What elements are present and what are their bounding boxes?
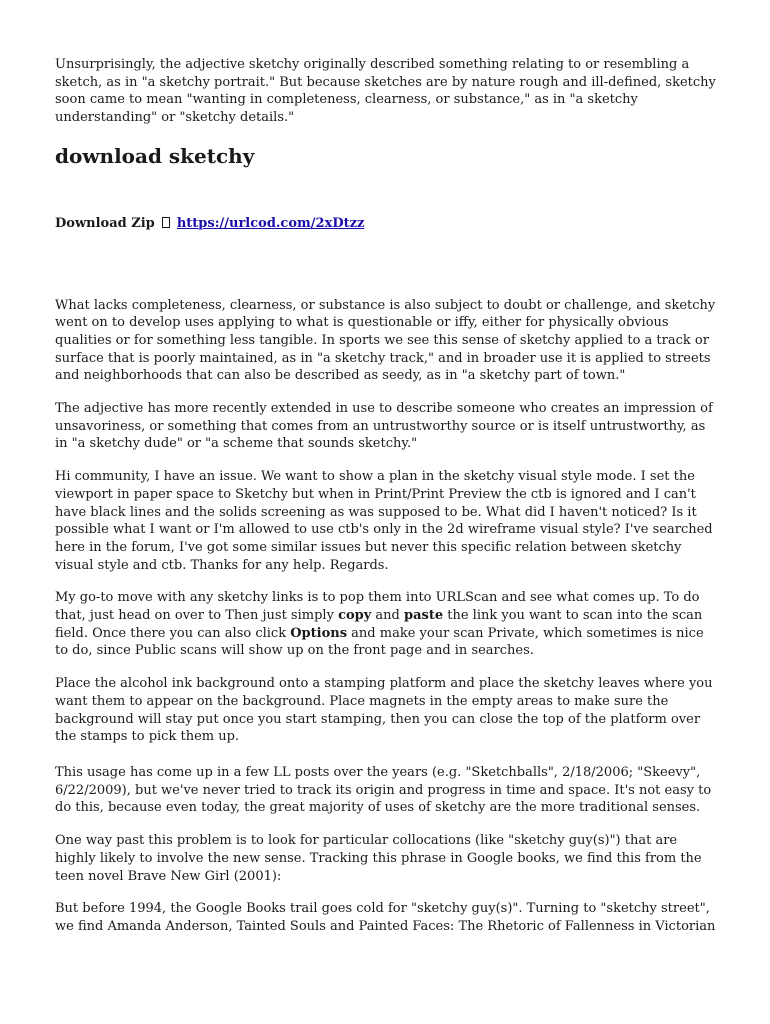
download-label: Download Zip [55, 215, 155, 231]
paragraph-4-text-3: the link you want to scan into the scan field. Once there you can also click [55, 608, 703, 641]
paragraph-4-text-4: and make your scan Private, which sometimes is nice to do, since Public scans will show up on the front page and in searches. [55, 625, 704, 659]
paragraph-4-text-1: My go-to move with any sketchy links is to pop them into URLScan and see what comes up. To do that, just head on over to Then just simply [55, 590, 700, 624]
paragraph-1: What lacks completeness, clearness, or substance is also subject to doubt or challenge, and sketchy went on to develop uses applying to what is questionable or iffy, either for physically obvious qualities or for something less tangible. In sports we see this sense of sketchy applied to a track or surface that is poorly maintained, as in "a sketchy track," and in broader use it is applied to streets and neighborhoods that can also be described as seedy, as in "a sketchy part of town." [55, 297, 716, 384]
paragraph-3: Hi community, I have an issue. We want to show a plan in the sketchy visual style mode. I set the viewport in paper space to Sketchy but when in Print/Print Preview the ctb is ignored and I can't have black lines and the solids screening as was supposed to be. What did I haven't noticed? Is it possible what I want or I'm allowed to use ctb's only in the 2d wireframe visual style? I've searched here in the forum, I've got some similar issues but never this specific relation between sketchy visual style and ctb. Thanks for any help. Regards. [55, 469, 713, 573]
paragraph-4-bold-paste: paste [404, 608, 444, 624]
paragraph-8: But before 1994, the Google Books trail goes cold for "sketchy guy(s)". Turning to "sketchy street", we find Amanda Anderson, Tainted Souls and Painted Faces: The Rhetoric of Fallenness in Victorian [55, 901, 716, 934]
paragraph-6: This usage has come up in a few LL posts over the years (e.g. "Sketchballs", 2/18/2006; "Skeevy", 6/22/2009), but we've never tried to track its origin and progress in time and space. It's not easy to do this, because even today, the great majority of uses of sketchy are the more traditional senses. [55, 764, 712, 816]
article-body [55, 56, 720, 951]
box-glyph-icon [162, 217, 170, 228]
paragraph-5: Place the alcohol ink background onto a stamping platform and place the sketchy leaves where you want them to appear on the background. Place magnets in the empty areas to make sure the background will stay put once you start stamping, then you can close the top of the platform over the stamps to pick them up. [55, 676, 713, 745]
paragraph-4-text-2: and [371, 608, 405, 624]
paragraph-7: One way past this problem is to look for particular collocations (like "sketchy guy(s)") that are highly likely to involve the new sense. Tracking this phrase in Google books, we find this from the teen novel Brave New Girl (2001): [55, 833, 702, 884]
spacer [55, 233, 720, 297]
paragraph-4-bold-copy: copy [338, 608, 372, 624]
paragraph-2: The adjective has more recently extended in use to describe someone who creates an impression of unsavoriness, or something that comes from an untrustworthy source or is itself untrustworthy, as in "a sketchy dude" or "a scheme that sounds sketchy." [55, 401, 713, 452]
download-link[interactable]: https://urlcod.com/2xDtzz [176, 215, 365, 231]
intro-paragraph: Unsurprisingly, the adjective sketchy originally described something relating to or resembling a sketch, as in "a sketchy portrait." But because sketches are by nature rough and ill-defined, sketchy soon came to mean "wanting in completeness, clearness, or substance," as in "a sketchy understanding" or "sketchy details." [55, 57, 716, 126]
download-line [55, 215, 720, 233]
paragraph-4 [55, 589, 720, 660]
page-heading: download sketchy [55, 143, 255, 168]
paragraph-4-bold-options: Options [290, 625, 348, 641]
